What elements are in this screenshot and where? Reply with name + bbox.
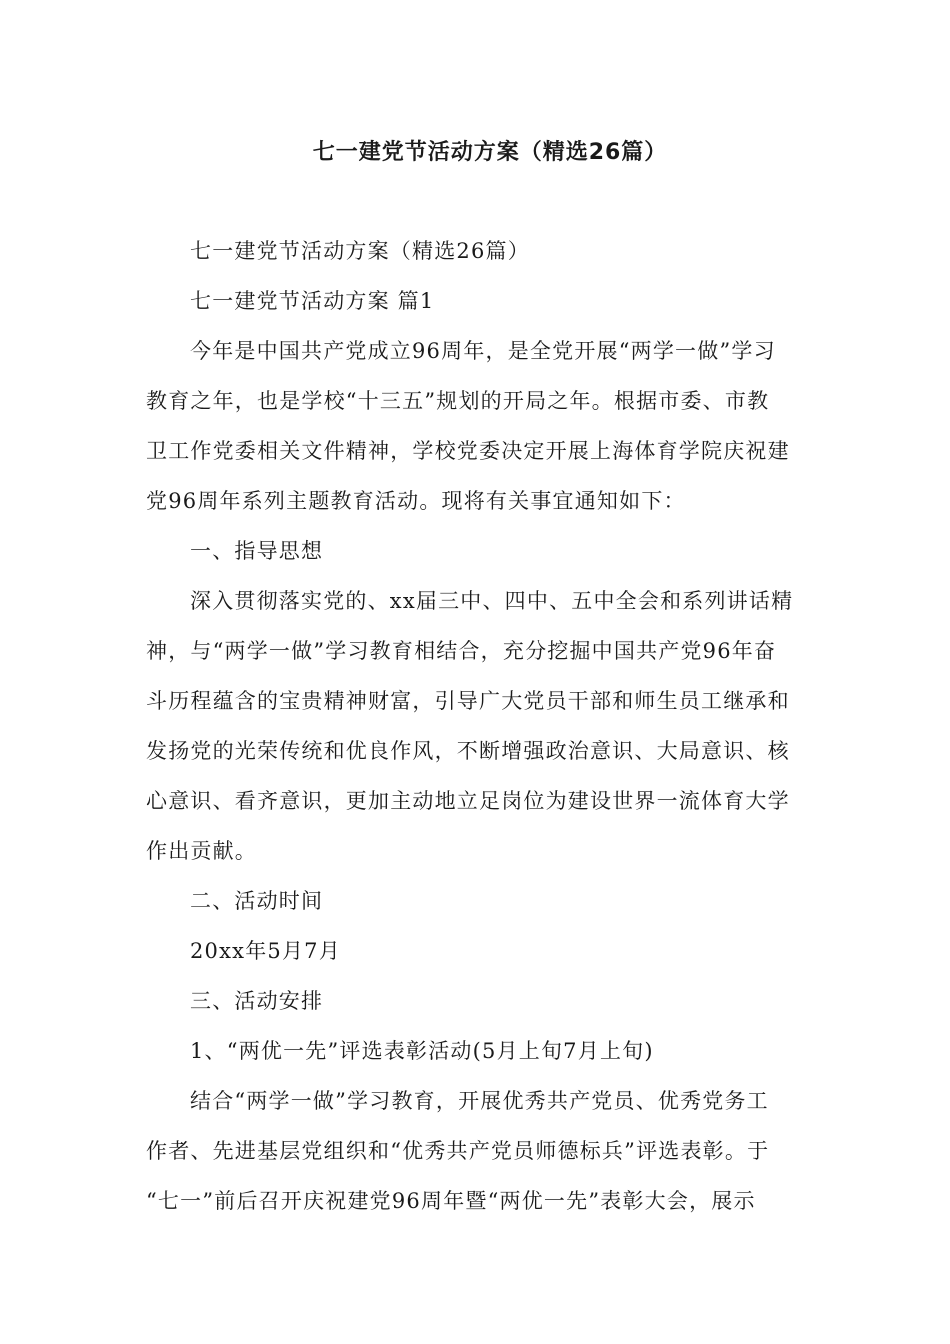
paragraph-line: 斗历程蕴含的宝贵精神财富，引导广大党员干部和师生员工继承和 — [146, 689, 790, 713]
section-heading: 一、指导思想 — [190, 539, 324, 563]
paragraph-line: 作出贡献。 — [146, 839, 257, 863]
subsection-heading: 1、“两优一先”评选表彰活动(5月上旬7月上旬) — [190, 1039, 654, 1063]
paragraph-line: 教育之年，也是学校“十三五”规划的开局之年。根据市委、市教 — [146, 389, 770, 413]
paragraph-line: 20xx年5月7月 — [190, 939, 341, 963]
paragraph-line: 卫工作党委相关文件精神，学校党委决定开展上海体育学院庆祝建 — [146, 439, 790, 463]
paragraph-line: 今年是中国共产党成立96周年，是全党开展“两学一做”学习 — [190, 339, 776, 363]
paragraph-line: 作者、先进基层党组织和“优秀共产党员师德标兵”评选表彰。于 — [146, 1139, 770, 1163]
paragraph-line: 结合“两学一做”学习教育，开展优秀共产党员、优秀党务工 — [190, 1089, 769, 1113]
paragraph-line: 党96周年系列主题教育活动。现将有关事宜通知如下： — [146, 489, 686, 513]
section-heading: 三、活动安排 — [190, 989, 324, 1013]
paragraph-line: 心意识、看齐意识，更加主动地立足岗位为建设世界一流体育大学 — [146, 789, 790, 813]
paragraph-line: “七一”前后召开庆祝建党96周年暨“两优一先”表彰大会，展示 — [146, 1189, 756, 1213]
paragraph-line: 深入贯彻落实党的、xx届三中、四中、五中全会和系列讲话精 — [190, 589, 794, 613]
section-heading: 七一建党节活动方案 篇1 — [190, 289, 435, 313]
paragraph-line: 神，与“两学一做”学习教育相结合，充分挖掘中国共产党96年奋 — [146, 639, 777, 663]
section-heading: 二、活动时间 — [190, 889, 324, 913]
document-title: 七一建党节活动方案（精选26篇） — [312, 140, 668, 165]
subtitle-line: 七一建党节活动方案（精选26篇） — [190, 239, 530, 263]
paragraph-line: 发扬党的光荣传统和优良作风，不断增强政治意识、大局意识、核 — [146, 739, 790, 763]
